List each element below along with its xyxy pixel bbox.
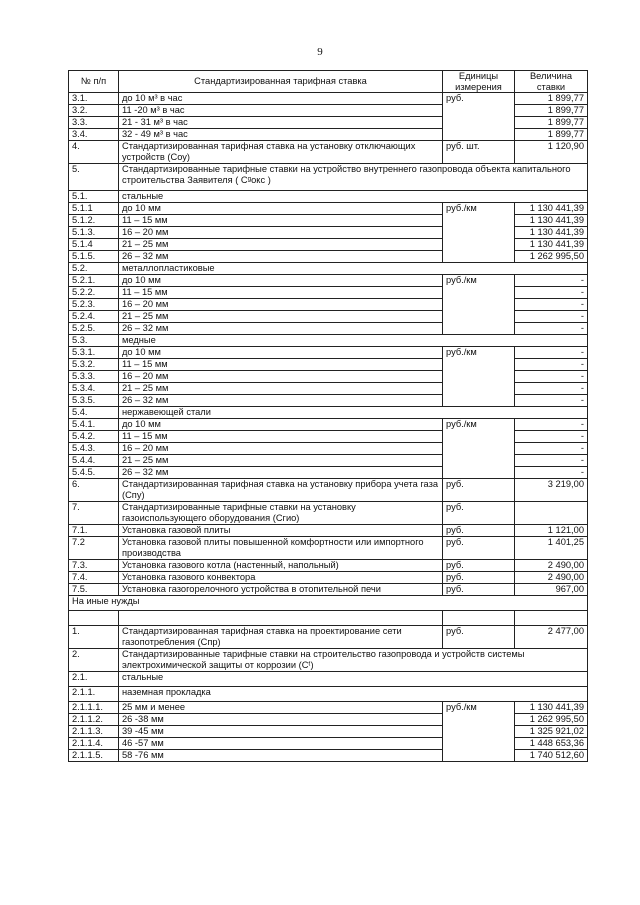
row-unit: руб./км (443, 275, 515, 335)
row-text: Установка газовой плиты (119, 525, 443, 537)
row-num: 3.2. (69, 105, 119, 117)
row-num: 5.2.2. (69, 287, 119, 299)
row-text: наземная прокладка (119, 687, 588, 702)
row-text: Установка газового конвектора (119, 572, 443, 584)
row-text: до 10 мм (119, 419, 443, 431)
page-number: 9 (317, 46, 323, 58)
row-value: 1 740 512,60 (515, 750, 588, 762)
row-value (515, 611, 588, 626)
header-name: Стандартизированная тарифная ставка (119, 71, 443, 93)
row-num: 5.3.4. (69, 383, 119, 395)
table-row (69, 525, 588, 537)
table-row (69, 560, 588, 572)
row-text: 16 – 20 мм (119, 299, 443, 311)
row-value: 1 325 921,02 (515, 726, 588, 738)
row-num: 3.3. (69, 117, 119, 129)
row-text: до 10 мм (119, 275, 443, 287)
row-value: 1 899,77 (515, 117, 588, 129)
row-text: стальные (119, 672, 588, 687)
row-unit: руб. (443, 560, 515, 572)
row-num: 5. (69, 164, 119, 191)
row-unit: руб./км (443, 419, 515, 479)
row-text: медные (119, 335, 588, 347)
table-row (69, 419, 588, 431)
row-text: стальные (119, 191, 588, 203)
row-unit: руб./км (443, 203, 515, 263)
row-value (515, 502, 588, 525)
row-text: 11 -20 м³ в час (119, 105, 443, 117)
row-text: 21 – 25 мм (119, 311, 443, 323)
row-value: - (515, 323, 588, 335)
row-num: 2.1.1.2. (69, 714, 119, 726)
row-num: 2.1.1. (69, 687, 119, 702)
row-unit: руб. (443, 502, 515, 525)
row-value: 1 130 441,39 (515, 239, 588, 251)
row-num: 5.1.3. (69, 227, 119, 239)
row-text: 11 – 15 мм (119, 431, 443, 443)
row-text: 26 – 32 мм (119, 395, 443, 407)
row-text: металлопластиковые (119, 263, 588, 275)
row-num: 5.1.5. (69, 251, 119, 263)
row-num: 5.4.4. (69, 455, 119, 467)
row-text: 26 – 32 мм (119, 323, 443, 335)
table-row (69, 335, 588, 347)
row-value: 1 448 653,36 (515, 738, 588, 750)
row-unit: руб. (443, 572, 515, 584)
row-text: 21 – 25 мм (119, 239, 443, 251)
row-num: 3.1. (69, 93, 119, 105)
row-value: 967,00 (515, 584, 588, 596)
table-row (69, 672, 588, 687)
row-unit: руб./км (443, 347, 515, 407)
row-num: 5.3.2. (69, 359, 119, 371)
row-value: 2 490,00 (515, 560, 588, 572)
row-text: 26 – 32 мм (119, 467, 443, 479)
row-num: 5.1.1 (69, 203, 119, 215)
row-text: 21 - 31 м³ в час (119, 117, 443, 129)
row-value: - (515, 371, 588, 383)
row-text: Стандартизированная тарифная ставка на проектирование сети газопотребления (Cпр) (119, 626, 443, 649)
row-text: 11 – 15 мм (119, 215, 443, 227)
row-num: 5.3.5. (69, 395, 119, 407)
row-num: 5.2. (69, 263, 119, 275)
row-text: Стандартизированные тарифные ставки на устройство внутреннего газопровода объекта капитального строительства Заявителя ( Cᵍокс ) (119, 164, 588, 191)
row-num: 5.2.1. (69, 275, 119, 287)
row-num: 3.4. (69, 129, 119, 141)
row-text: Стандартизированные тарифные ставки на установку газоиспользующего оборудования (Cгио) (119, 502, 443, 525)
row-value: 3 219,00 (515, 479, 588, 502)
row-num: 5.4. (69, 407, 119, 419)
row-value: 1 130 441,39 (515, 702, 588, 714)
row-value: - (515, 383, 588, 395)
row-num: 5.2.5. (69, 323, 119, 335)
row-num: 5.1.4 (69, 239, 119, 251)
row-value: - (515, 359, 588, 371)
row-text: 11 – 15 мм (119, 287, 443, 299)
row-text: нержавеющей стали (119, 407, 588, 419)
row-value: 1 262 995,50 (515, 714, 588, 726)
row-unit: руб. (443, 525, 515, 537)
row-text: Стандартизированные тарифные ставки на строительство газопровода и устройств системы электрохимической защиты от коррозии (Cᵗ) (119, 649, 588, 672)
row-value: 1 262 995,50 (515, 251, 588, 263)
table-row (69, 572, 588, 584)
row-num: 5.2.3. (69, 299, 119, 311)
row-value: 1 899,77 (515, 129, 588, 141)
header-unit: Единицы измерения (443, 71, 515, 93)
tariff-table (68, 70, 588, 762)
row-text: 16 – 20 мм (119, 371, 443, 383)
row-num: 2.1. (69, 672, 119, 687)
row-num: 5.4.1. (69, 419, 119, 431)
row-unit (443, 611, 515, 626)
row-unit: руб. (443, 584, 515, 596)
row-text: Стандартизированная тарифная ставка на установку прибора учета газа (Cпу) (119, 479, 443, 502)
row-text: 26 – 32 мм (119, 251, 443, 263)
row-value: - (515, 311, 588, 323)
row-value: - (515, 347, 588, 359)
row-num (69, 611, 119, 626)
row-num: 2. (69, 649, 119, 672)
row-text (119, 611, 443, 626)
table-row (69, 611, 588, 626)
table-row (69, 93, 588, 105)
table-row (69, 584, 588, 596)
row-text: до 10 м³ в час (119, 93, 443, 105)
row-value: - (515, 299, 588, 311)
row-num: 2.1.1.5. (69, 750, 119, 762)
row-value: 2 477,00 (515, 626, 588, 649)
row-num: 2.1.1.1. (69, 702, 119, 714)
table-row (69, 191, 588, 203)
row-num: 2.1.1.3. (69, 726, 119, 738)
row-text: Стандартизированная тарифная ставка на установку отключающих устройств (Cоу) (119, 141, 443, 164)
row-num: 7.2 (69, 537, 119, 560)
row-text: 46 -57 мм (119, 738, 443, 750)
row-value: - (515, 455, 588, 467)
row-value: 1 121,00 (515, 525, 588, 537)
table-row (69, 502, 588, 525)
table-row (69, 702, 588, 714)
row-unit: руб. (443, 93, 515, 141)
row-num: 4. (69, 141, 119, 164)
row-num: 5.4.2. (69, 431, 119, 443)
row-value: - (515, 419, 588, 431)
row-value: 1 130 441,39 (515, 203, 588, 215)
row-value: 1 130 441,39 (515, 215, 588, 227)
header-num: № п/п (69, 71, 119, 93)
row-text: до 10 мм (119, 347, 443, 359)
row-num: 2.1.1.4. (69, 738, 119, 750)
row-unit: руб. (443, 537, 515, 560)
row-num: 6. (69, 479, 119, 502)
table-header-row (69, 71, 588, 93)
row-text: 16 – 20 мм (119, 443, 443, 455)
row-num: 5.3.3. (69, 371, 119, 383)
row-value: - (515, 275, 588, 287)
row-num: 5.1. (69, 191, 119, 203)
row-value: 2 490,00 (515, 572, 588, 584)
row-value: - (515, 467, 588, 479)
row-value: 1 899,77 (515, 93, 588, 105)
section-header-row (69, 596, 588, 611)
table-row (69, 275, 588, 287)
row-num: 7.3. (69, 560, 119, 572)
row-num: 7.4. (69, 572, 119, 584)
row-text: 32 - 49 м³ в час (119, 129, 443, 141)
row-num: 1. (69, 626, 119, 649)
row-text: 58 -76 мм (119, 750, 443, 762)
table-row (69, 479, 588, 502)
row-num: 5.4.5. (69, 467, 119, 479)
row-text: Установка газового котла (настенный, напольный) (119, 560, 443, 572)
table-row (69, 687, 588, 702)
row-unit: руб. шт. (443, 141, 515, 164)
row-text: 26 -38 мм (119, 714, 443, 726)
row-text: 11 – 15 мм (119, 359, 443, 371)
row-num: 7.1. (69, 525, 119, 537)
row-num: 5.2.4. (69, 311, 119, 323)
table-row (69, 626, 588, 649)
row-text: 16 – 20 мм (119, 227, 443, 239)
row-num: 5.3.1. (69, 347, 119, 359)
row-value: - (515, 431, 588, 443)
table-row (69, 347, 588, 359)
row-text: Установка газогорелочного устройства в отопительной печи (119, 584, 443, 596)
header-value: Величина ставки (515, 71, 588, 93)
table-row (69, 407, 588, 419)
row-num: 7. (69, 502, 119, 525)
row-text: 25 мм и менее (119, 702, 443, 714)
row-unit: руб. (443, 626, 515, 649)
row-value: 1 130 441,39 (515, 227, 588, 239)
row-value: - (515, 443, 588, 455)
row-num: 5.4.3. (69, 443, 119, 455)
row-text: Установка газовой плиты повышенной комфортности или импортного производства (119, 537, 443, 560)
row-value: 1 401,25 (515, 537, 588, 560)
row-text: 21 – 25 мм (119, 455, 443, 467)
table-row (69, 164, 588, 191)
row-unit: руб. (443, 479, 515, 502)
table-row (69, 203, 588, 215)
row-text: 21 – 25 мм (119, 383, 443, 395)
row-text: 39 -45 мм (119, 726, 443, 738)
row-num: 5.3. (69, 335, 119, 347)
table-row (69, 649, 588, 672)
row-text: до 10 мм (119, 203, 443, 215)
row-value: - (515, 395, 588, 407)
row-num: 5.1.2. (69, 215, 119, 227)
table-row (69, 537, 588, 560)
table-row (69, 141, 588, 164)
row-unit: руб./км (443, 702, 515, 762)
row-value: 1 120,90 (515, 141, 588, 164)
row-value: - (515, 287, 588, 299)
row-num: 7.5. (69, 584, 119, 596)
section-title: На иные нужды (69, 596, 588, 611)
row-value: 1 899,77 (515, 105, 588, 117)
table-row (69, 263, 588, 275)
